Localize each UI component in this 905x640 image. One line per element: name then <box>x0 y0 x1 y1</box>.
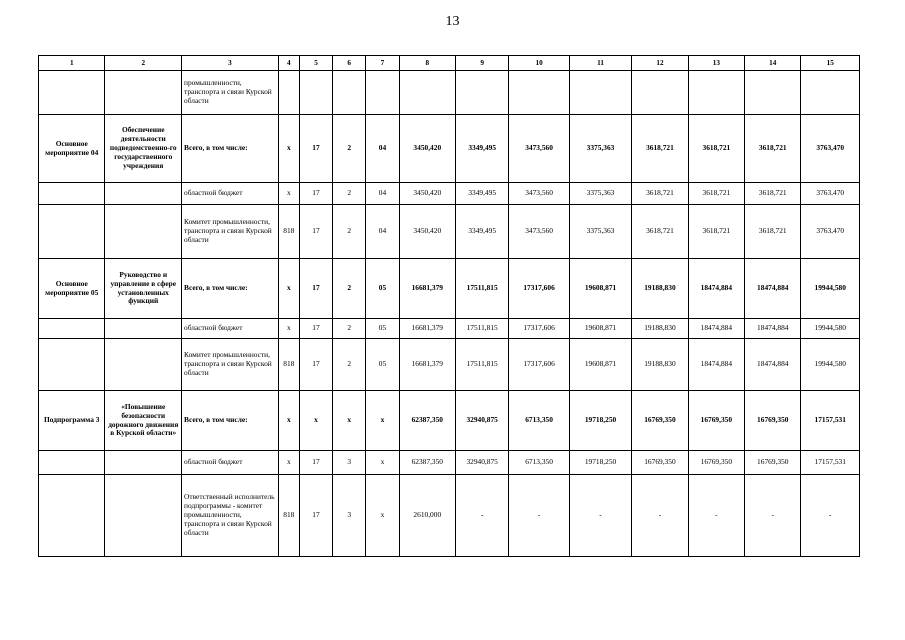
table-cell <box>366 71 399 115</box>
table-cell <box>39 339 105 391</box>
table-cell: 2610,000 <box>399 475 455 557</box>
table-cell: 3450,420 <box>399 183 455 205</box>
table-cell <box>39 183 105 205</box>
table-cell: 3473,560 <box>509 205 569 259</box>
table-cell: 16769,350 <box>688 451 744 475</box>
table-cell: 05 <box>366 319 399 339</box>
table-cell: 3450,420 <box>399 205 455 259</box>
table-cell: х <box>299 391 332 451</box>
table-cell: 3 <box>333 451 366 475</box>
table-cell: 05 <box>366 339 399 391</box>
table-cell: Всего, в том числе: <box>182 391 279 451</box>
table-cell: 3618,721 <box>745 205 801 259</box>
table-cell: 3618,721 <box>688 205 744 259</box>
table-cell: 3618,721 <box>632 205 688 259</box>
table-cell: 3618,721 <box>632 183 688 205</box>
table-cell <box>39 71 105 115</box>
table-cell: 32940,875 <box>455 391 508 451</box>
table-cell: 6713,350 <box>509 391 569 451</box>
table-cell: 3450,420 <box>399 115 455 183</box>
header-cell: 13 <box>688 56 744 71</box>
table-cell: 16769,350 <box>632 451 688 475</box>
budget-table <box>38 55 860 557</box>
table-cell: 3 <box>333 475 366 557</box>
table-row <box>39 319 860 339</box>
table-cell: 2 <box>333 319 366 339</box>
table-cell: х <box>278 115 299 183</box>
table-cell: 17 <box>299 339 332 391</box>
table-row <box>39 475 860 557</box>
header-cell: 7 <box>366 56 399 71</box>
page-number: 13 <box>445 14 460 29</box>
table-cell: 16769,350 <box>632 391 688 451</box>
header-cell: 1 <box>39 56 105 71</box>
table-cell: 3473,560 <box>509 115 569 183</box>
table-cell: 16769,350 <box>745 451 801 475</box>
table-cell: 818 <box>278 205 299 259</box>
table-cell <box>105 183 182 205</box>
table-cell: 18474,884 <box>688 259 744 319</box>
table-cell <box>105 339 182 391</box>
table-cell: 19944,580 <box>801 339 860 391</box>
table-cell: 32940,875 <box>455 451 508 475</box>
table-cell: х <box>366 451 399 475</box>
table-cell: 3763,470 <box>801 183 860 205</box>
table-cell: 62387,350 <box>399 451 455 475</box>
table-cell: Всего, в том числе: <box>182 115 279 183</box>
table-cell: 19608,871 <box>569 319 631 339</box>
table-cell: 05 <box>366 259 399 319</box>
table-cell: 19944,580 <box>801 319 860 339</box>
table-cell <box>688 71 744 115</box>
table-cell: х <box>278 183 299 205</box>
table-cell: - <box>688 475 744 557</box>
table-cell: 18474,884 <box>745 259 801 319</box>
table-cell <box>632 71 688 115</box>
table-cell: 16769,350 <box>688 391 744 451</box>
table-body <box>39 56 860 557</box>
table-cell <box>299 71 332 115</box>
table-cell: 818 <box>278 339 299 391</box>
header-cell: 9 <box>455 56 508 71</box>
table-cell: - <box>745 475 801 557</box>
table-cell: 19608,871 <box>569 259 631 319</box>
table-cell: х <box>278 319 299 339</box>
table-cell: 17511,815 <box>455 259 508 319</box>
table-cell: 2 <box>333 115 366 183</box>
table-cell: 19944,580 <box>801 259 860 319</box>
table-row <box>39 205 860 259</box>
table-cell: 3618,721 <box>745 183 801 205</box>
table-cell: 3618,721 <box>632 115 688 183</box>
table-cell: 18474,884 <box>745 339 801 391</box>
table-cell: х <box>278 259 299 319</box>
table-cell: 16681,379 <box>399 319 455 339</box>
table-cell: 04 <box>366 183 399 205</box>
table-row <box>39 339 860 391</box>
table-cell: 16681,379 <box>399 339 455 391</box>
table-row <box>39 391 860 451</box>
table-cell <box>399 71 455 115</box>
header-cell: 14 <box>745 56 801 71</box>
table-cell: Руководство и управление в сфере установленных функций <box>105 259 182 319</box>
table-cell: - <box>569 475 631 557</box>
header-cell: 15 <box>801 56 860 71</box>
table-cell: 17 <box>299 183 332 205</box>
table-cell <box>105 475 182 557</box>
table-cell <box>278 71 299 115</box>
table-cell: областной бюджет <box>182 451 279 475</box>
table-cell: 62387,350 <box>399 391 455 451</box>
header-cell: 10 <box>509 56 569 71</box>
table-cell: 17 <box>299 205 332 259</box>
table-cell <box>105 71 182 115</box>
table-cell: 2 <box>333 183 366 205</box>
table-cell: 3375,363 <box>569 183 631 205</box>
table-cell: 17317,606 <box>509 339 569 391</box>
table-cell: - <box>801 475 860 557</box>
table-cell: 3349,495 <box>455 183 508 205</box>
table-cell: 3618,721 <box>745 115 801 183</box>
table-cell: 17157,531 <box>801 451 860 475</box>
table-cell: Обеспечение деятельности подведомственно-го государственного учреждения <box>105 115 182 183</box>
table-cell: Ответственный исполнитель подпрограммы - комитет промышленности, транспорта и связи Курской области <box>182 475 279 557</box>
table-cell: 3763,470 <box>801 115 860 183</box>
table-cell: 16681,379 <box>399 259 455 319</box>
table-cell: 2 <box>333 339 366 391</box>
table-cell: Основное мероприятие 04 <box>39 115 105 183</box>
table-cell: 17317,606 <box>509 259 569 319</box>
table-cell: 19188,830 <box>632 259 688 319</box>
table-cell: 17 <box>299 451 332 475</box>
table-row <box>39 451 860 475</box>
table-cell: областной бюджет <box>182 319 279 339</box>
table-cell: 04 <box>366 115 399 183</box>
table-cell: 16769,350 <box>745 391 801 451</box>
table-cell: Комитет промышленности, транспорта и связи Курской области <box>182 339 279 391</box>
table-cell: 17 <box>299 475 332 557</box>
table-cell <box>509 71 569 115</box>
table-cell <box>105 319 182 339</box>
table-cell <box>333 71 366 115</box>
table-cell <box>745 71 801 115</box>
table-cell <box>105 205 182 259</box>
table-cell <box>39 451 105 475</box>
table-cell: 3375,363 <box>569 205 631 259</box>
table-cell: промышленности, транспорта и связи Курской области <box>182 71 279 115</box>
table-cell <box>39 475 105 557</box>
table-cell <box>801 71 860 115</box>
table-cell: 19608,871 <box>569 339 631 391</box>
table-cell: 19718,250 <box>569 451 631 475</box>
table-cell: х <box>333 391 366 451</box>
table-cell: 818 <box>278 475 299 557</box>
table-cell: х <box>278 451 299 475</box>
table-cell: 17317,606 <box>509 319 569 339</box>
table-cell: 17 <box>299 115 332 183</box>
table-cell: 2 <box>333 205 366 259</box>
table-cell: х <box>278 391 299 451</box>
table-cell <box>39 319 105 339</box>
table-cell: 3618,721 <box>688 183 744 205</box>
table-cell: 6713,350 <box>509 451 569 475</box>
header-cell: 12 <box>632 56 688 71</box>
table-cell: 17511,815 <box>455 339 508 391</box>
table-cell: 2 <box>333 259 366 319</box>
header-cell: 3 <box>182 56 279 71</box>
table-cell: 19718,250 <box>569 391 631 451</box>
table-cell: 3763,470 <box>801 205 860 259</box>
table-cell: «Повышение безопасности дорожного движения в Курской области» <box>105 391 182 451</box>
table-row <box>39 115 860 183</box>
header-cell: 8 <box>399 56 455 71</box>
table-cell: 3349,495 <box>455 115 508 183</box>
table-row <box>39 183 860 205</box>
table-cell: х <box>366 391 399 451</box>
table-cell: - <box>455 475 508 557</box>
table-row <box>39 71 860 115</box>
table-cell: 04 <box>366 205 399 259</box>
table-cell: 18474,884 <box>745 319 801 339</box>
table-row <box>39 259 860 319</box>
header-row <box>39 56 860 71</box>
table-cell: - <box>632 475 688 557</box>
table-cell: Основное мероприятие 05 <box>39 259 105 319</box>
table-cell <box>105 451 182 475</box>
table-cell: 3349,495 <box>455 205 508 259</box>
table-cell <box>39 205 105 259</box>
header-cell: 5 <box>299 56 332 71</box>
table-cell: 17 <box>299 319 332 339</box>
table-cell: х <box>366 475 399 557</box>
table-cell: областной бюджет <box>182 183 279 205</box>
table-cell: 18474,884 <box>688 319 744 339</box>
header-cell: 4 <box>278 56 299 71</box>
table-cell: 3375,363 <box>569 115 631 183</box>
header-cell: 11 <box>569 56 631 71</box>
table-cell: Комитет промышленности, транспорта и связи Курской области <box>182 205 279 259</box>
header-cell: 6 <box>333 56 366 71</box>
table-cell: 18474,884 <box>688 339 744 391</box>
table-cell: 3618,721 <box>688 115 744 183</box>
table-cell: 17 <box>299 259 332 319</box>
table-cell <box>455 71 508 115</box>
header-cell: 2 <box>105 56 182 71</box>
table-cell: - <box>509 475 569 557</box>
table-cell: 19188,830 <box>632 339 688 391</box>
table-cell <box>569 71 631 115</box>
table-cell: 17157,531 <box>801 391 860 451</box>
table-cell: Всего, в том числе: <box>182 259 279 319</box>
table-cell: 19188,830 <box>632 319 688 339</box>
table-cell: Подпрограмма 3 <box>39 391 105 451</box>
table-cell: 17511,815 <box>455 319 508 339</box>
table-cell: 3473,560 <box>509 183 569 205</box>
